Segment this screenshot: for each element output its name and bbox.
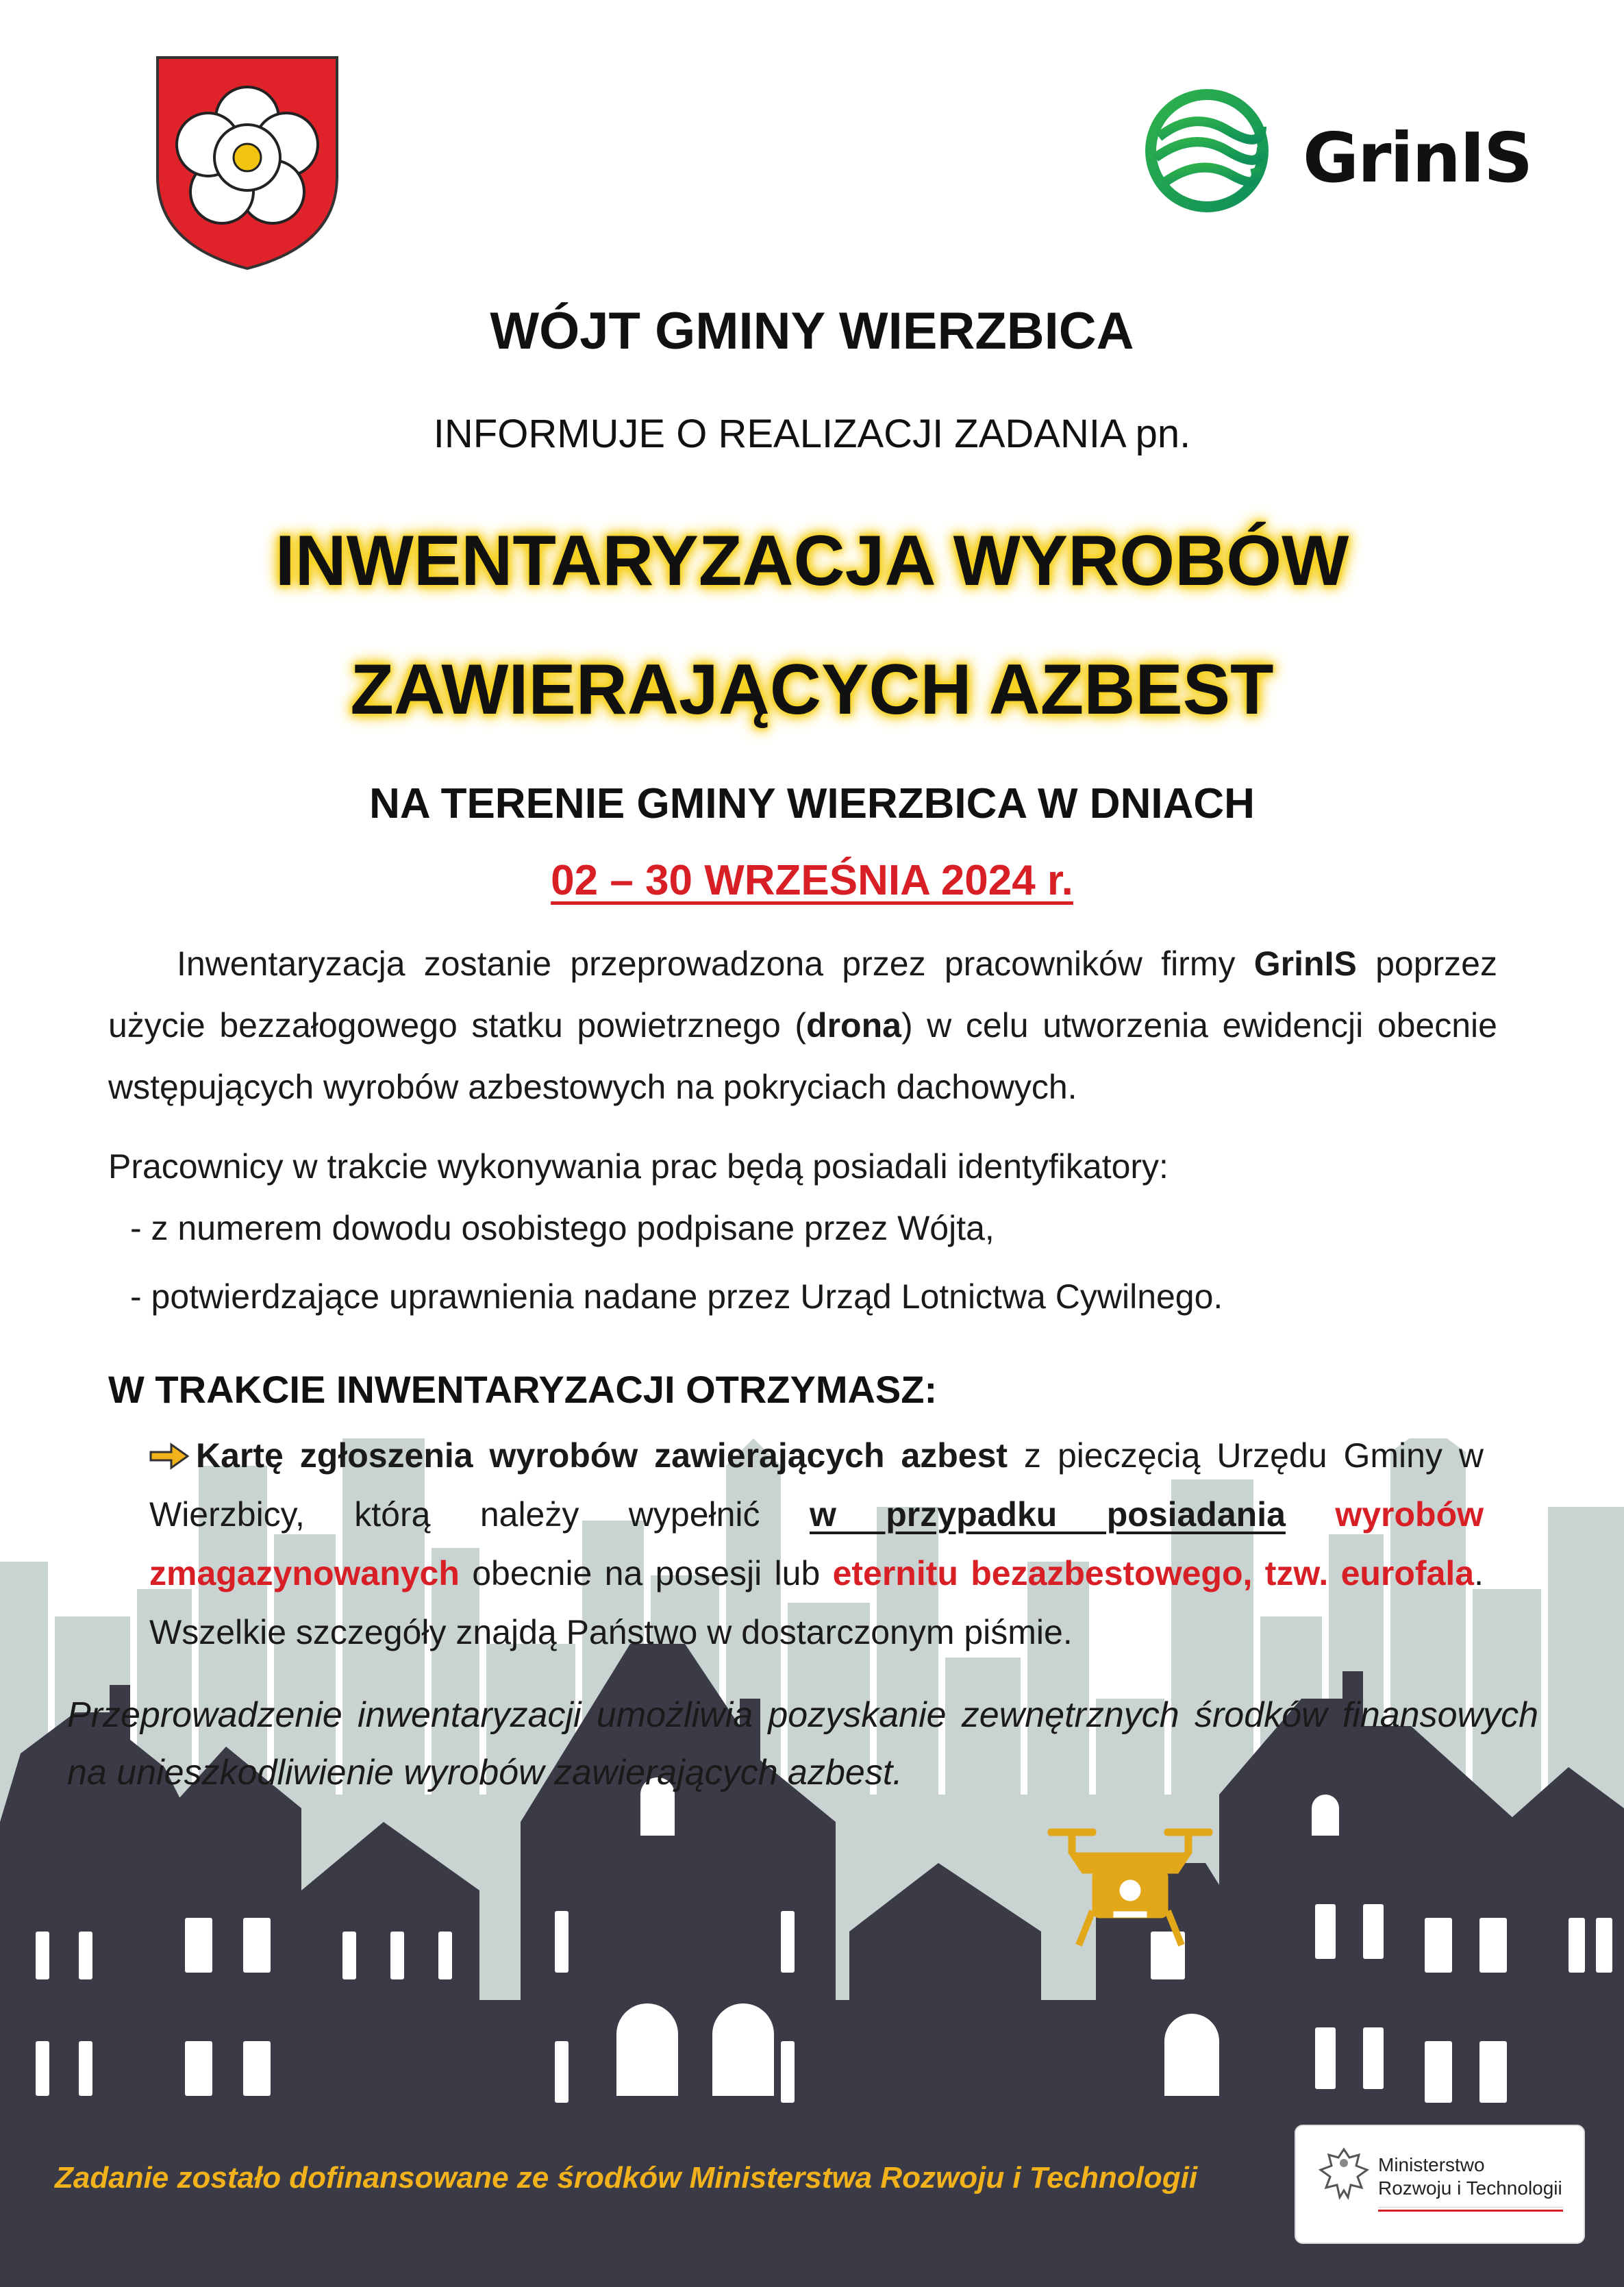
form-eternit: eternitu bezazbestowego, tzw. eurofala <box>832 1554 1475 1592</box>
ministry-name-line1: Ministerstwo <box>1378 2154 1485 2175</box>
id-bullet-2: - potwierdzające uprawnienia nadane przez Urząd Lotnictwa Cywilnego. <box>130 1277 1223 1316</box>
page-title: WÓJT GMINY WIERZBICA <box>490 302 1134 360</box>
form-text-h: . Wszelkie szczegóły znajdą Państwo w dostarczonym piśmie. <box>149 1554 1484 1651</box>
intro-text-e: ) w celu utworzenia ewidencji obecnie wstępujących wyrobów azbestowych na pokryciach dachowych. <box>108 1006 1497 1106</box>
section-heading: W TRAKCIE INWENTARYZACJI OTRZYMASZ: <box>108 1368 938 1411</box>
eagle-emblem-icon <box>1316 2142 1371 2218</box>
intro-paragraph <box>108 933 1497 1118</box>
intro-text-c: poprzez użycie bezzałogowego statku powietrznego ( <box>108 945 1497 1045</box>
intro-text-a: Inwentaryzacja zostanie przeprowadzona przez pracowników firmy <box>177 945 1254 983</box>
intro-company: GrinIS <box>1253 945 1357 983</box>
municipality-crest-logo <box>152 53 342 273</box>
grinis-wordmark: GrinIS <box>1303 118 1532 198</box>
workers-paragraph: Pracownicy w trakcie wykonywania prac będą posiadali identyfikatory: <box>108 1147 1169 1186</box>
ministry-logo <box>1295 2125 1585 2244</box>
arrow-right-icon <box>149 1442 189 1470</box>
form-card-name: Kartę zgłoszenia wyrobów zawierających azbest <box>196 1436 1008 1475</box>
date-range-text: 02 – 30 WRZEŚNIA 2024 r. <box>551 857 1073 904</box>
form-condition: w przypadku posiadania <box>809 1495 1286 1534</box>
funding-info-paragraph: Przeprowadzenie inwentaryzacji umożliwia pozyskanie zewnętrznych środków finansowych na unieszkodliwienie wyrobów zawierających azbest. <box>67 1695 1538 1792</box>
ministry-flag-bar <box>1378 2207 1563 2212</box>
area-heading: NA TERENIE GMINY WIERZBICA W DNIACH <box>369 780 1255 827</box>
ministry-name-line2: Rozwoju i Technologii <box>1378 2177 1562 2199</box>
date-range <box>0 856 1624 905</box>
form-stored-products: wyrobów zmagazynowanych <box>149 1495 1484 1592</box>
form-text-f: obecnie na posesji lub <box>459 1554 833 1592</box>
funding-footer-text: Zadanie zostało dofinansowane ze środków Ministerstwa Rozwoju i Technologii <box>55 2161 1198 2195</box>
task-title-line1: INWENTARYZACJA WYROBÓW <box>275 521 1349 601</box>
title-subline: INFORMUJE O REALIZACJI ZADANIA pn. <box>433 412 1191 456</box>
form-text-b: z pieczęcią Urzędu Gminy w Wierzbicy, którą należy wypełnić <box>149 1436 1484 1534</box>
ministry-name <box>1378 2153 1562 2200</box>
form-paragraph <box>149 1426 1484 1662</box>
grinis-globe-icon <box>1145 89 1269 212</box>
task-title-line2: ZAWIERAJĄCYCH AZBEST <box>350 650 1274 729</box>
grinis-logo <box>1145 89 1532 212</box>
intro-drone: drona <box>806 1006 901 1045</box>
id-bullet-1: - z numerem dowodu osobistego podpisane przez Wójta, <box>130 1209 995 1247</box>
